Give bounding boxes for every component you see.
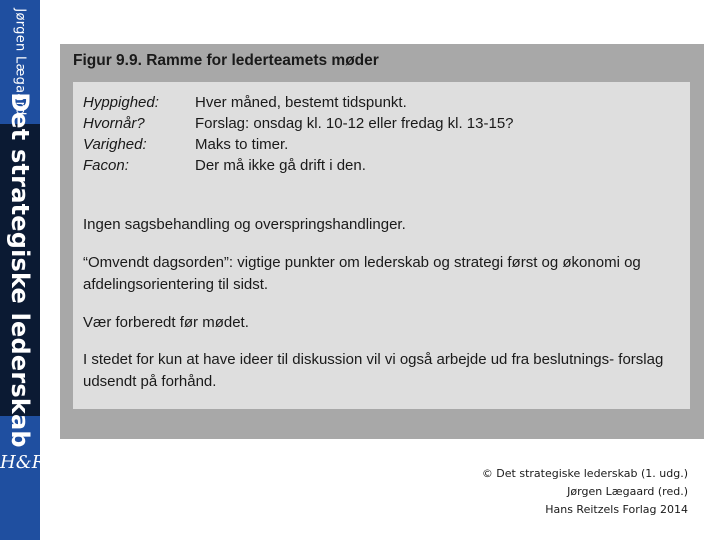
fact-label: Varighed: <box>83 136 147 153</box>
figure-box <box>60 44 704 439</box>
fact-row <box>83 115 514 136</box>
copyright-line: © Det strategiske lederskab (1. udg.) <box>481 467 688 480</box>
paragraph-decision-proposals: I stedet for kun at have ideer til diskussion vil vi også arbejde ud fra beslutnings- forslag udsendt på forhånd. <box>83 351 664 390</box>
fact-value: Hver måned, bestemt tidspunkt. <box>195 94 407 111</box>
paragraph-reverse-agenda: “Omvendt dagsorden”: vigtige punkter om lederskab og strategi først og økonomi og afdelingsorientering til sidst. <box>83 254 641 293</box>
fact-row <box>83 157 514 178</box>
book-spine <box>0 0 46 540</box>
spine-book-title: Det strategiske lederskab <box>6 92 34 448</box>
fact-label: Facon: <box>83 157 129 174</box>
copyright-notice <box>482 465 688 519</box>
figure-title: Figur 9.9. Ramme for lederteamets møder <box>73 52 379 69</box>
fact-row <box>83 94 514 115</box>
fact-label: Hvornår? <box>83 115 145 132</box>
fact-value: Maks to timer. <box>195 136 289 153</box>
fact-row <box>83 136 514 157</box>
figure-content <box>73 82 690 409</box>
publisher-logo: H&R <box>0 452 46 473</box>
fact-value: Der må ikke gå drift i den. <box>195 157 366 174</box>
copyright-line: Hans Reitzels Forlag 2014 <box>545 503 688 516</box>
spine-title-band <box>0 92 40 448</box>
spine-author: Jørgen Lægaard <box>12 8 28 116</box>
fact-value: Forslag: onsdag kl. 10-12 eller fredag kl. 13-15? <box>195 115 514 132</box>
copyright-line: Jørgen Lægaard (red.) <box>567 485 688 498</box>
meeting-facts <box>83 94 514 178</box>
paragraph-no-casework: Ingen sagsbehandling og overspringshandlinger. <box>83 216 406 233</box>
fact-label: Hyppighed: <box>83 94 159 111</box>
paragraph-be-prepared: Vær forberedt før mødet. <box>83 314 249 331</box>
